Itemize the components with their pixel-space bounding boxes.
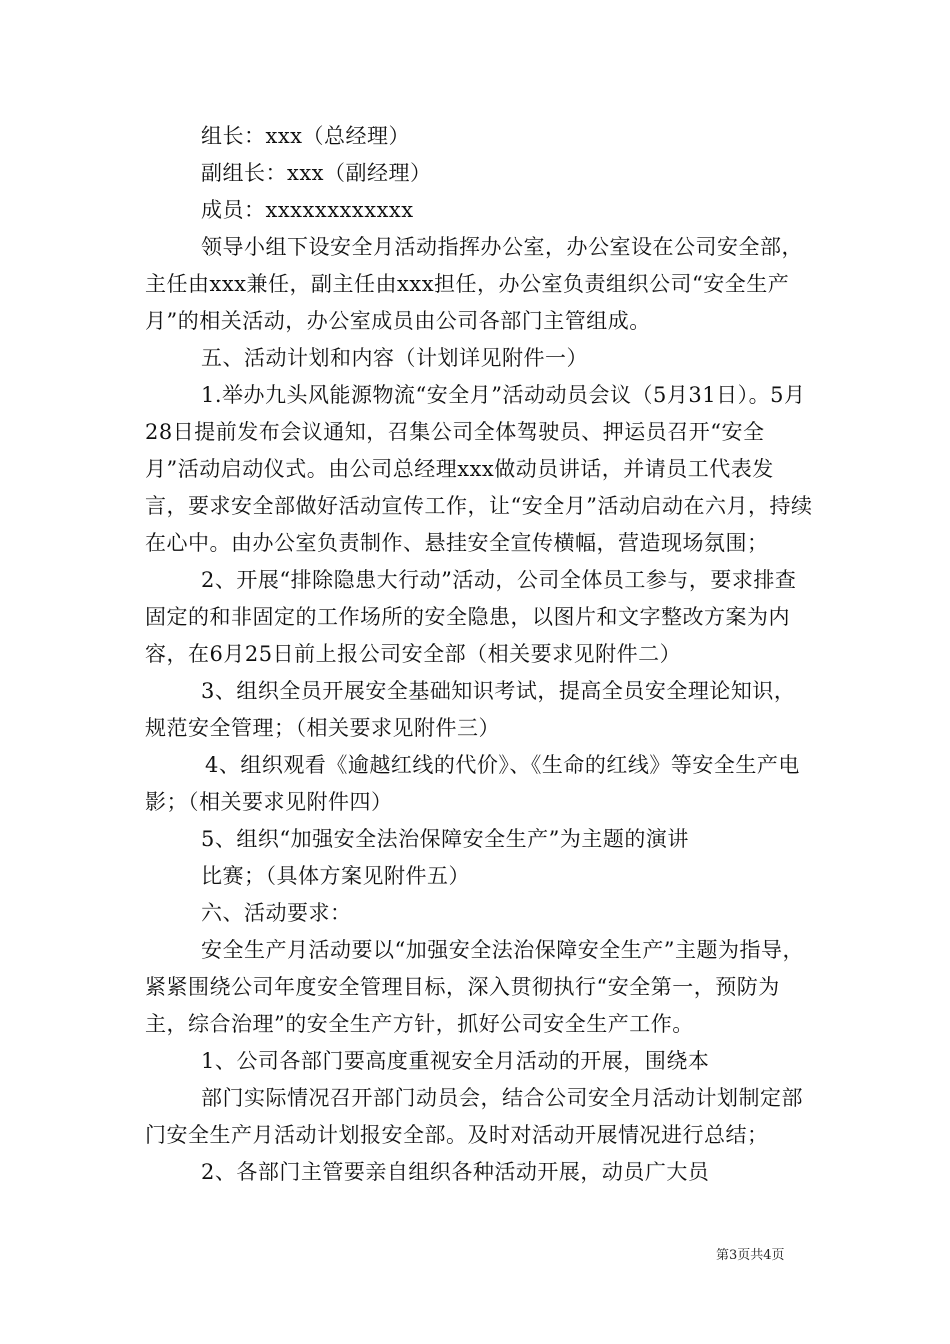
office-paragraph: 领导小组下设安全月活动指挥办公室，办公室设在公司安全部，主任由xxx兼任，副主任由xxx担任，办公室负责组织公司“安全生产月”的相关活动，办公室成员由公司各部门主管组成。 [145, 235, 803, 333]
plan-item-5: 5、组织“加强安全法治保障安全生产”为主题的演讲 [201, 827, 689, 851]
requirement-item-2: 2、各部门主管要亲自组织各种活动开展，动员广大员 [201, 1160, 710, 1184]
plan-item-2: 2、开展“排除隐患大行动”活动，公司全体员工参与，要求排查固定的和非固定的工作场所的安全隐患，以图片和文字整改方案为内容，在6月25日前上报公司安全部（相关要求见附件二） [145, 568, 797, 666]
deputy-leader-line: 副组长：xxx（副经理） [201, 161, 432, 185]
leader-line: 组长：xxx（总经理） [201, 124, 411, 148]
document-body [145, 118, 813, 1191]
requirement-item-1: 1、公司各部门要高度重视安全月活动的开展，围绕本 [201, 1049, 710, 1073]
requirement-item-1-continued: 部门实际情况召开部门动员会，结合公司安全月活动计划制定部门安全生产月活动计划报安全部。及时对活动开展情况进行总结； [145, 1086, 803, 1147]
plan-item-1: 1.举办九头风能源物流“安全月”活动动员会议（5月31日）。5月28日提前发布会议通知，召集公司全体驾驶员、押运员召开“安全月”活动启动仪式。由公司总经理xxx做动员讲话，并请员工代表发言，要求安全部做好活动宣传工作，让“安全月”活动启动在六月，持续在心中。由办公室负责制作、悬挂安全宣传横幅，营造现场氛围； [145, 383, 813, 555]
page-number: 第3页共4页 [716, 1248, 785, 1263]
requirements-paragraph: 安全生产月活动要以“加强安全法治保障安全生产”主题为指导，紧紧围绕公司年度安全管理目标，深入贯彻执行“安全第一，预防为主，综合治理”的安全生产方针，抓好公司安全生产工作。 [145, 938, 804, 1036]
members-line: 成员：xxxxxxxxxxxx [201, 198, 414, 222]
plan-item-3: 3、组织全员开展安全基础知识考试，提高全员安全理论知识，规范安全管理；（相关要求见附件三） [145, 679, 796, 740]
section-six-heading: 六、活动要求： [201, 901, 352, 925]
section-five-heading: 五、活动计划和内容（计划详见附件一） [201, 346, 588, 370]
plan-item-5-continued: 比赛；（具体方案见附件五） [201, 864, 470, 888]
plan-item-4: 4、组织观看《逾越红线的代价》、《生命的红线》等安全生产电影；（相关要求见附件四） [145, 753, 800, 814]
